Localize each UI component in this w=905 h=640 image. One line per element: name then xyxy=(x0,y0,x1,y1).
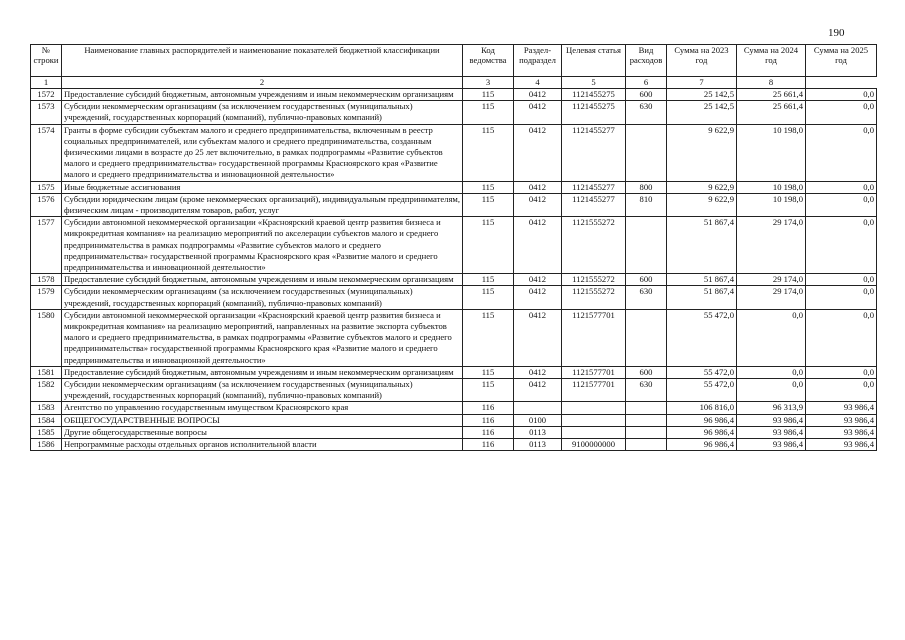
row-sum-2025: 0,0 xyxy=(806,286,877,309)
row-cs: 1121577701 xyxy=(562,309,626,366)
row-cs xyxy=(562,402,626,414)
row-razdel: 0412 xyxy=(514,89,562,101)
row-razdel: 0113 xyxy=(514,426,562,438)
table-row xyxy=(31,379,877,402)
row-name: Другие общегосударственные вопросы xyxy=(62,426,463,438)
row-sum-2025: 0,0 xyxy=(806,101,877,124)
row-sum-2025: 0,0 xyxy=(806,379,877,402)
row-vr: 630 xyxy=(626,286,667,309)
row-sum-2023: 96 986,4 xyxy=(667,426,737,438)
row-cs: 1121555272 xyxy=(562,217,626,274)
row-razdel: 0412 xyxy=(514,309,562,366)
col-number: 8 xyxy=(737,77,806,89)
row-sum-2025: 93 986,4 xyxy=(806,402,877,414)
row-name: Предоставление субсидий бюджетным, автономным учреждениям и иным некоммерческим организациям xyxy=(62,89,463,101)
row-ved: 116 xyxy=(463,414,514,426)
row-razdel: 0412 xyxy=(514,379,562,402)
table-row xyxy=(31,101,877,124)
row-sum-2023: 25 142,5 xyxy=(667,89,737,101)
row-name: Субсидии некоммерческим организациям (за исключением государственных (муниципальных) учреждений, государственных корпораций (компаний), публично-правовых компаний) xyxy=(62,101,463,124)
row-razdel: 0412 xyxy=(514,101,562,124)
row-razdel: 0412 xyxy=(514,366,562,378)
row-number: 1580 xyxy=(31,309,62,366)
row-vr: 600 xyxy=(626,366,667,378)
row-number: 1583 xyxy=(31,402,62,414)
row-name: Субсидии автономной некоммерческой организации «Красноярский краевой центр развития бизнеса и микрокредитная компания» на реализацию мероприятий по акселерации субъектов малого и среднего предпринимательства в рамках подпрограммы «Развитие субъектов малого и среднего предпринимательства» государственной программы Красноярского края «Развитие малого и среднего предпринимательства и инновационной деятельности» xyxy=(62,217,463,274)
row-razdel: 0100 xyxy=(514,414,562,426)
row-sum-2024: 25 661,4 xyxy=(737,101,806,124)
row-sum-2025: 0,0 xyxy=(806,217,877,274)
row-cs: 1121455277 xyxy=(562,193,626,216)
row-name: Субсидии юридическим лицам (кроме некоммерческих организаций), индивидуальным предпринимателям, физическим лицам - производителям товаров, работ, услуг xyxy=(62,193,463,216)
col-number: 3 xyxy=(463,77,514,89)
row-number: 1575 xyxy=(31,181,62,193)
row-sum-2025: 0,0 xyxy=(806,124,877,181)
row-sum-2023: 106 816,0 xyxy=(667,402,737,414)
row-ved: 115 xyxy=(463,101,514,124)
row-number: 1584 xyxy=(31,414,62,426)
row-cs: 1121455277 xyxy=(562,181,626,193)
row-vr xyxy=(626,414,667,426)
col-number: 7 xyxy=(667,77,737,89)
row-ved: 115 xyxy=(463,379,514,402)
row-sum-2025: 0,0 xyxy=(806,309,877,366)
table-row xyxy=(31,309,877,366)
row-ved: 115 xyxy=(463,309,514,366)
row-sum-2024: 0,0 xyxy=(737,379,806,402)
row-name: Иные бюджетные ассигнования xyxy=(62,181,463,193)
row-vr: 800 xyxy=(626,181,667,193)
row-sum-2024: 0,0 xyxy=(737,309,806,366)
row-number: 1586 xyxy=(31,439,62,451)
row-cs xyxy=(562,414,626,426)
row-ved: 115 xyxy=(463,274,514,286)
row-vr: 630 xyxy=(626,379,667,402)
row-cs: 1121455275 xyxy=(562,101,626,124)
row-vr xyxy=(626,217,667,274)
col-number: 2 xyxy=(62,77,463,89)
row-vr: 600 xyxy=(626,89,667,101)
header-cs: Целевая статья xyxy=(562,45,626,77)
row-sum-2024: 25 661,4 xyxy=(737,89,806,101)
row-number: 1572 xyxy=(31,89,62,101)
row-number: 1577 xyxy=(31,217,62,274)
column-number-row xyxy=(31,77,877,89)
table-row xyxy=(31,366,877,378)
row-vr xyxy=(626,402,667,414)
table-row xyxy=(31,414,877,426)
header-name: Наименование главных распорядителей и наименование показателей бюджетной классификации xyxy=(62,45,463,77)
row-sum-2023: 96 986,4 xyxy=(667,439,737,451)
row-ved: 116 xyxy=(463,402,514,414)
row-cs: 1121455275 xyxy=(562,89,626,101)
table-row xyxy=(31,274,877,286)
row-ved: 116 xyxy=(463,426,514,438)
header-2024: Сумма на 2024 год xyxy=(737,45,806,77)
row-sum-2024: 96 313,9 xyxy=(737,402,806,414)
row-name: Непрограммные расходы отдельных органов исполнительной власти xyxy=(62,439,463,451)
row-name: ОБЩЕГОСУДАРСТВЕННЫЕ ВОПРОСЫ xyxy=(62,414,463,426)
row-name: Агентство по управлению государственным имуществом Красноярского края xyxy=(62,402,463,414)
row-sum-2025: 93 986,4 xyxy=(806,414,877,426)
row-ved: 115 xyxy=(463,217,514,274)
page-number: 190 xyxy=(828,27,845,39)
row-sum-2024: 29 174,0 xyxy=(737,286,806,309)
row-number: 1582 xyxy=(31,379,62,402)
col-number: 1 xyxy=(31,77,62,89)
row-sum-2023: 51 867,4 xyxy=(667,286,737,309)
row-ved: 115 xyxy=(463,193,514,216)
row-sum-2023: 55 472,0 xyxy=(667,379,737,402)
table-row xyxy=(31,402,877,414)
row-sum-2023: 51 867,4 xyxy=(667,274,737,286)
row-sum-2024: 93 986,4 xyxy=(737,414,806,426)
row-ved: 115 xyxy=(463,89,514,101)
row-sum-2024: 10 198,0 xyxy=(737,193,806,216)
row-razdel: 0412 xyxy=(514,193,562,216)
row-sum-2025: 0,0 xyxy=(806,274,877,286)
row-number: 1573 xyxy=(31,101,62,124)
row-razdel: 0113 xyxy=(514,439,562,451)
table-row xyxy=(31,286,877,309)
row-razdel: 0412 xyxy=(514,124,562,181)
row-cs: 1121577701 xyxy=(562,366,626,378)
col-number: 5 xyxy=(562,77,626,89)
row-name: Предоставление субсидий бюджетным, автономным учреждениям и иным некоммерческим организациям xyxy=(62,274,463,286)
row-name: Субсидии некоммерческим организациям (за исключением государственных (муниципальных) учреждений, государственных корпораций (компаний), публично-правовых компаний) xyxy=(62,286,463,309)
header-2025: Сумма на 2025 год xyxy=(806,45,877,77)
row-cs: 1121555272 xyxy=(562,286,626,309)
row-razdel: 0412 xyxy=(514,217,562,274)
row-vr xyxy=(626,124,667,181)
row-sum-2024: 10 198,0 xyxy=(737,181,806,193)
row-razdel: 0412 xyxy=(514,286,562,309)
row-sum-2023: 9 622,9 xyxy=(667,181,737,193)
row-sum-2024: 0,0 xyxy=(737,366,806,378)
row-vr: 600 xyxy=(626,274,667,286)
table-row xyxy=(31,193,877,216)
row-name: Субсидии автономной некоммерческой организации «Красноярский краевой центр развития бизнеса и микрокредитная компания» на реализацию мероприятий, направленных на развитие экспорта субъектов малого и среднего предпринимательства, в рамках подпрограммы «Развитие субъектов малого и среднего предпринимательства» государственной программы Красноярского края «Развитие малого и среднего предпринимательства и инновационной деятельности» xyxy=(62,309,463,366)
row-vr xyxy=(626,426,667,438)
row-name: Субсидии некоммерческим организациям (за исключением государственных (муниципальных) учреждений, государственных корпораций (компаний), публично-правовых компаний) xyxy=(62,379,463,402)
row-ved: 115 xyxy=(463,124,514,181)
row-sum-2024: 93 986,4 xyxy=(737,426,806,438)
row-ved: 116 xyxy=(463,439,514,451)
row-name: Гранты в форме субсидии субъектам малого и среднего предпринимательства, включенным в реестр социальных предпринимателей, или субъектам малого и среднего предпринимательства, созданным физическими лицами в возрасте до 25 лет включительно, в рамках подпрограммы «Развитие субъектов малого и среднего предпринимательства» государственной программы Красноярского края «Развитие малого и среднего предпринимательства и инновационной деятельности» xyxy=(62,124,463,181)
row-razdel xyxy=(514,402,562,414)
row-cs: 9100000000 xyxy=(562,439,626,451)
row-cs: 1121577701 xyxy=(562,379,626,402)
row-vr xyxy=(626,309,667,366)
row-sum-2025: 93 986,4 xyxy=(806,426,877,438)
table-row xyxy=(31,426,877,438)
row-number: 1574 xyxy=(31,124,62,181)
row-sum-2023: 55 472,0 xyxy=(667,309,737,366)
row-sum-2023: 9 622,9 xyxy=(667,124,737,181)
row-sum-2025: 0,0 xyxy=(806,89,877,101)
row-sum-2023: 55 472,0 xyxy=(667,366,737,378)
row-number: 1581 xyxy=(31,366,62,378)
row-sum-2023: 9 622,9 xyxy=(667,193,737,216)
row-sum-2023: 25 142,5 xyxy=(667,101,737,124)
col-number: 4 xyxy=(514,77,562,89)
table-row xyxy=(31,181,877,193)
row-ved: 115 xyxy=(463,366,514,378)
row-sum-2025: 0,0 xyxy=(806,366,877,378)
row-sum-2025: 0,0 xyxy=(806,193,877,216)
header-2023: Сумма на 2023 год xyxy=(667,45,737,77)
row-vr: 630 xyxy=(626,101,667,124)
budget-table xyxy=(30,44,877,451)
table-row xyxy=(31,439,877,451)
row-cs: 1121455277 xyxy=(562,124,626,181)
row-cs: 1121555272 xyxy=(562,274,626,286)
row-number: 1576 xyxy=(31,193,62,216)
col-number: 6 xyxy=(626,77,667,89)
row-sum-2024: 10 198,0 xyxy=(737,124,806,181)
row-sum-2025: 0,0 xyxy=(806,181,877,193)
row-razdel: 0412 xyxy=(514,274,562,286)
row-cs xyxy=(562,426,626,438)
row-sum-2023: 96 986,4 xyxy=(667,414,737,426)
row-sum-2024: 93 986,4 xyxy=(737,439,806,451)
header-ved: Код ведомства xyxy=(463,45,514,77)
row-number: 1578 xyxy=(31,274,62,286)
table-row xyxy=(31,217,877,274)
row-name: Предоставление субсидий бюджетным, автономным учреждениям и иным некоммерческим организациям xyxy=(62,366,463,378)
row-vr: 810 xyxy=(626,193,667,216)
row-razdel: 0412 xyxy=(514,181,562,193)
row-sum-2023: 51 867,4 xyxy=(667,217,737,274)
row-ved: 115 xyxy=(463,181,514,193)
row-sum-2024: 29 174,0 xyxy=(737,274,806,286)
row-sum-2024: 29 174,0 xyxy=(737,217,806,274)
row-number: 1585 xyxy=(31,426,62,438)
row-number: 1579 xyxy=(31,286,62,309)
header-vr: Вид расходов xyxy=(626,45,667,77)
header-row xyxy=(31,45,877,77)
header-num: № строки xyxy=(31,45,62,77)
row-vr xyxy=(626,439,667,451)
row-sum-2025: 93 986,4 xyxy=(806,439,877,451)
row-ved: 115 xyxy=(463,286,514,309)
table-row xyxy=(31,89,877,101)
header-razdel: Раздел-подраздел xyxy=(514,45,562,77)
table-row xyxy=(31,124,877,181)
